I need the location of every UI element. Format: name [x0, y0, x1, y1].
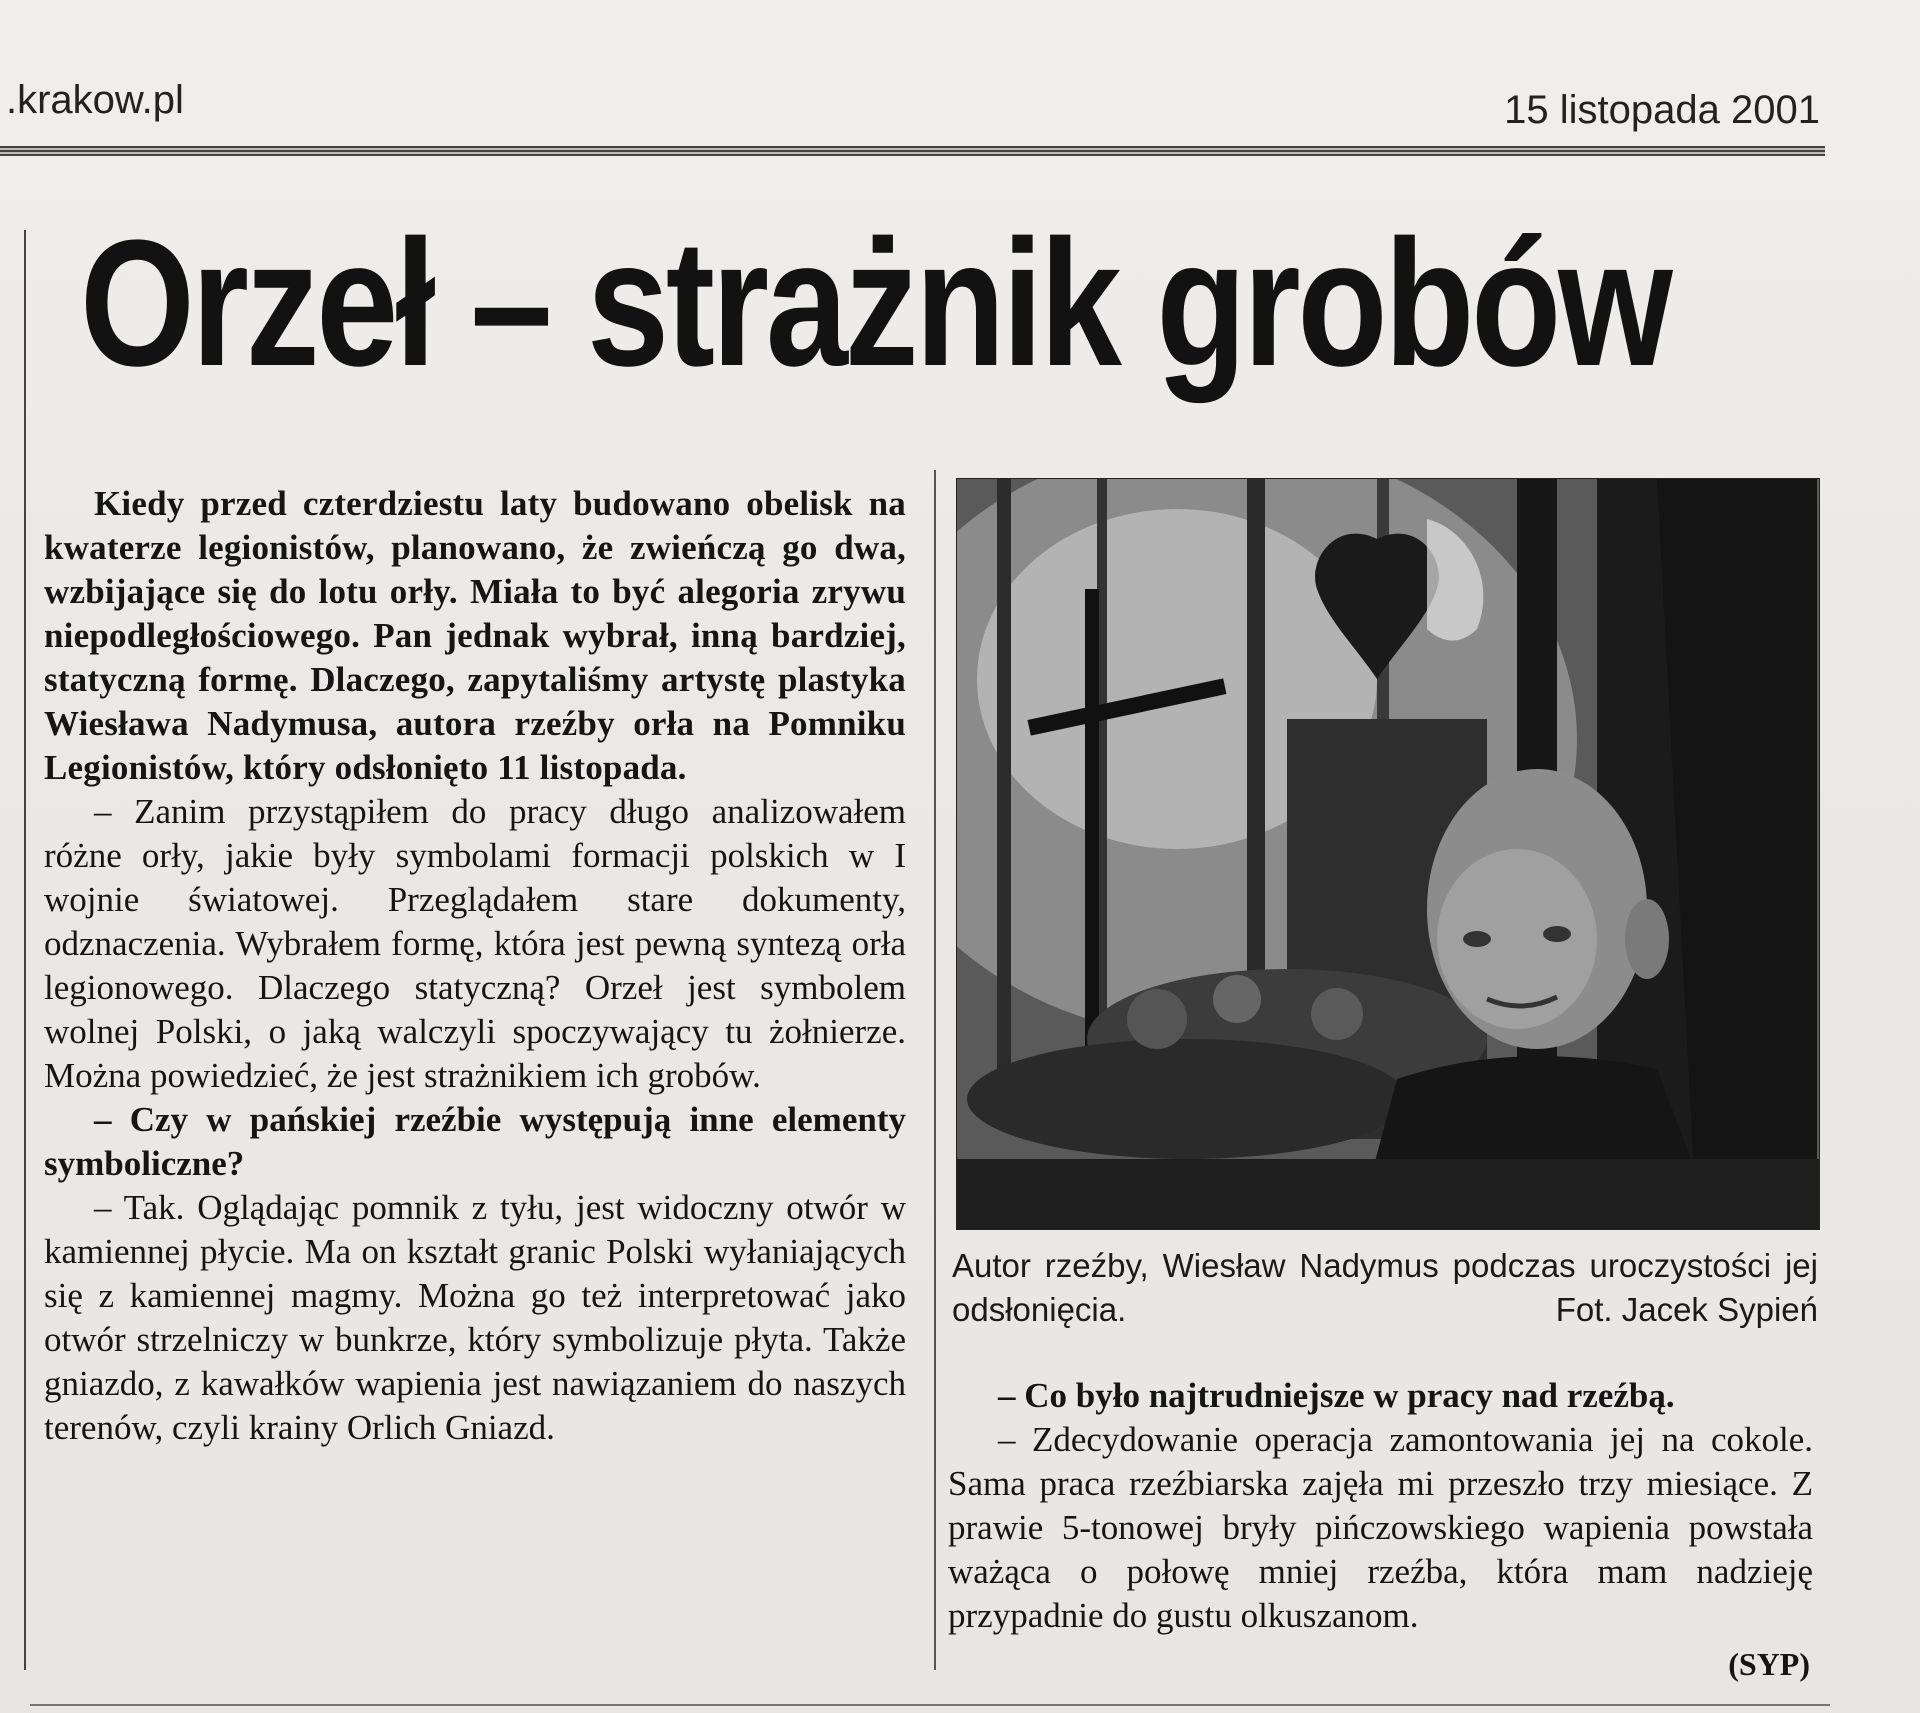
header-rule: [0, 146, 1825, 156]
answer-paragraph-3: – Zdecydowanie operacja zamontowania jej na cokole. Sama praca rzeźbiarska zajęła mi przeszło trzy miesiące. Z prawie 5-tonowej bryły pińczowskiego wapienia powstała ważąca o połowę mniej rzeźba, która mam nadzieję przypadnie do gustu olkuszanom.: [948, 1420, 1813, 1635]
photo-credit: Fot. Jacek Sypień: [1555, 1291, 1818, 1328]
left-column: [44, 482, 906, 1450]
answer-paragraph-1: – Zanim przystąpiłem do pracy długo analizowałem różne orły, jakie były symbolami formacji polskich w I wojnie światowej. Przeglądałem stare dokumenty, odznaczenia. Wybrałem formę, która jest pewną syntezą orła legionowego. Dlaczego statyczną? Orzeł jest symbolem wolnej Polski, o jaką walczyli spoczywający tu żołnierze. Można powiedzieć, że jest strażnikiem ich grobów.: [44, 792, 906, 1095]
site-name: .krakow.pl: [6, 78, 184, 122]
left-column-rule: [24, 230, 26, 1670]
photo-illustration: [957, 479, 1819, 1229]
photo-caption: [952, 1244, 1818, 1332]
bottom-rule: [30, 1704, 1830, 1706]
answer-paragraph-2: – Tak. Oglądając pomnik z tyłu, jest widoczny otwór w kamiennej płycie. Ma on kształt granic Polski wyłaniających się z kamiennej magmy. Można go też interpretować jako otwór strzelniczy w bunkrze, który symbolizuje płyta. Także gniazdo, z kawałków wapienia jest nawiązaniem do naszych terenów, czyli krainy Orlich Gniazd.: [44, 1188, 906, 1447]
question-2: – Czy w pańskiej rzeźbie występują inne elementy symboliczne?: [44, 1100, 906, 1183]
byline: (SYP): [1728, 1646, 1810, 1682]
issue-date: 15 listopada 2001: [1504, 88, 1820, 132]
article-photo: [956, 478, 1820, 1230]
right-column: [948, 1374, 1813, 1638]
headline: Orzeł – strażnik grobów: [80, 203, 1670, 404]
lead-paragraph: Kiedy przed czterdziestu laty budowano obelisk na kwaterze legionistów, planowano, że zwieńczą go dwa, wzbijające się do lotu orły. Miała to być alegoria zrywu niepodległościowego. Pan jednak wybrał, inną bardziej, statyczną formę. Dlaczego, zapytaliśmy artystę plastyka Wiesława Nadymusa, autora rzeźby orła na Pomniku Legionistów, który odsłonięto 11 listopada.: [44, 484, 906, 787]
caption-text: Autor rzeźby, Wiesław Nadymus podczas uroczystości jej odsłonięcia.: [952, 1247, 1818, 1328]
column-divider: [934, 470, 936, 1670]
question-3: – Co było najtrudniejsze w pracy nad rzeźbą.: [998, 1376, 1675, 1415]
